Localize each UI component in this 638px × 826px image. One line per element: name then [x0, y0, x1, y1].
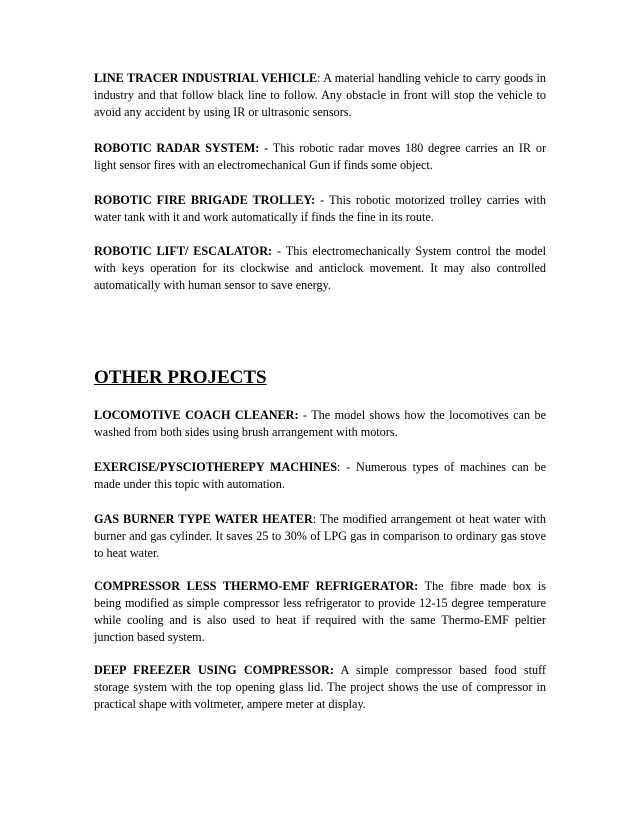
entry-exercise-machines: [94, 459, 546, 493]
entry-term: LINE TRACER INDUSTRIAL VEHICLE: [94, 71, 318, 85]
entry-line-tracer: [94, 70, 546, 121]
entry-term: ROBOTIC LIFT/ ESCALATOR:: [94, 244, 273, 258]
entry-text: The fibre made box is being modified as simple compressor less refrigerator to provide 12-15 degree temperature while cooling and is also used to heat if required with the same Thermo-EMF peltier junction based system.: [94, 579, 546, 644]
entry-deep-freezer: [94, 662, 546, 713]
entry-text: A material handling vehicle to carry goods in industry and that follow black line to follow. Any obstacle in front will stop the vehicle to avoid any accident by using IR or ultrasonic sensors.: [94, 71, 546, 119]
entry-coach-cleaner: [94, 407, 546, 441]
entry-text: - This robotic motorized trolley carries with water tank with it and work automatically if finds the fine in its route.: [94, 193, 546, 224]
entry-separator: :: [317, 71, 321, 85]
entry-text: - The model shows how the locomotives can be washed from both sides using brush arrangement with motors.: [94, 408, 546, 439]
entry-robotic-radar: [94, 140, 546, 174]
entry-term: ROBOTIC RADAR SYSTEM:: [94, 141, 260, 155]
entry-term: GAS BURNER TYPE WATER HEATER: [94, 512, 313, 526]
entry-text: The modified arrangement ot heat water with burner and gas cylinder. It saves 25 to 30% of LPG gas in comparison to ordinary gas stove to heat water.: [94, 512, 546, 560]
entry-text: A simple compressor based food stuff storage system with the top opening glass lid. The project shows the use of compressor in practical shape with voltmeter, ampere meter at display.: [94, 663, 546, 711]
entry-term: LOCOMOTIVE COACH CLEANER:: [94, 408, 299, 422]
section-title: OTHER PROJECTS: [94, 367, 267, 388]
entry-robotic-lift: [94, 243, 546, 294]
entry-term: DEEP FREEZER USING COMPRESSOR:: [94, 663, 334, 677]
entry-separator: :: [312, 512, 317, 526]
entry-term: ROBOTIC FIRE BRIGADE TROLLEY:: [94, 193, 316, 207]
entry-term: COMPRESSOR LESS THERMO-EMF REFRIGERATOR:: [94, 579, 419, 593]
entry-separator: :: [337, 460, 341, 474]
entry-gas-burner-heater: [94, 511, 546, 562]
entry-thermo-emf-refrigerator: [94, 578, 546, 646]
entry-text: - This robotic radar moves 180 degree carries an IR or light sensor fires with an electromechanical Gun if finds some object.: [94, 141, 547, 172]
entry-text: - This electromechanically System control the model with keys operation for its clockwise and anticlock movement. It may also controlled automatically with human sensor to save energy.: [94, 244, 547, 292]
entry-term: EXERCISE/PYSCIOTHEREPY MACHINES: [94, 460, 338, 474]
entry-text: - Numerous types of machines can be made under this topic with automation.: [94, 460, 546, 491]
entry-fire-brigade-trolley: [94, 192, 546, 226]
